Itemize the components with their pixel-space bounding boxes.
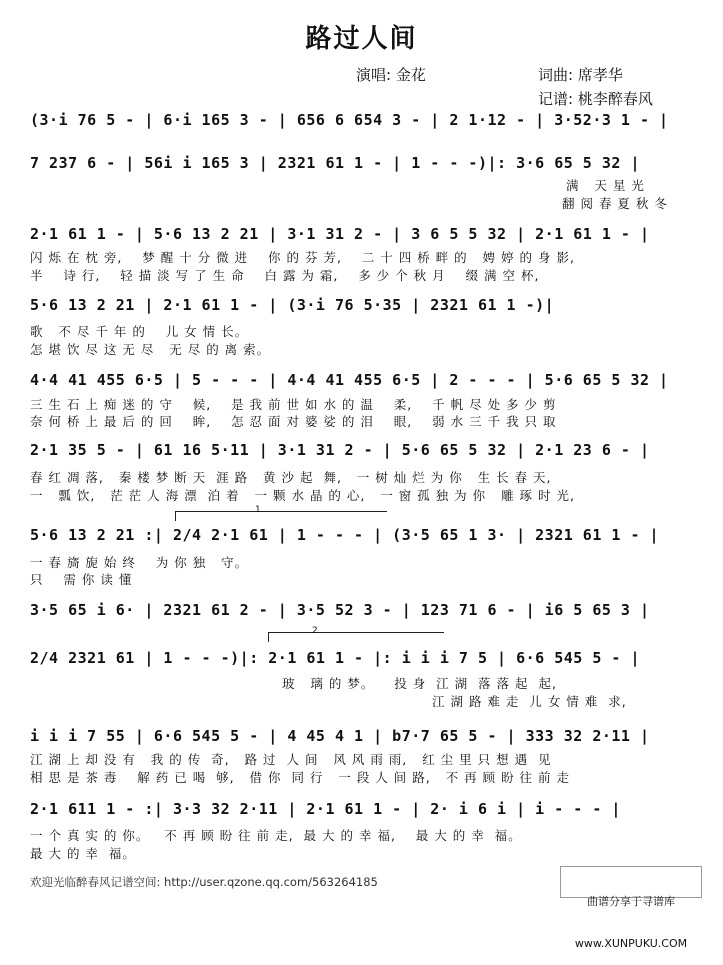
lyric-row-11-a: 一 个 真 实 的 你。 不 再 顾 盼 往 前 走, 最 大 的 幸 福, 最 大 的 幸 福。	[30, 828, 522, 843]
lyric-row-11-b: 最 大 的 幸 福。	[30, 846, 136, 861]
page-title: 路过人间	[305, 24, 418, 54]
notation-row-7: 5·6 13 2 21 :| 2/4 2·1 61 | 1 - - - | (3·5 65 1 3· | 2321 61 1 - |	[30, 526, 660, 544]
lyric-row-10-a: 江 湖 上 却 没 有 我 的 传 奇, 路 过 人 间 风 风 雨 雨, 红 尘 里 只 想 遇 见	[30, 752, 552, 767]
lyric-row-2-b: 翻 阅 春 夏 秋 冬	[562, 196, 668, 211]
lyric-row-4-b: 怎 堪 饮 尽 这 无 尽 无 尽 的 离 索。	[30, 342, 271, 357]
notation-row-4: 5·6 13 2 21 | 2·1 61 1 - | (3·i 76 5·35 | 2321 61 1 -)|	[30, 296, 555, 314]
lyric-row-7-b: 只 需 你 读 懂	[30, 572, 133, 587]
lyric-row-10-b: 相 思 是 茶 毒 解 药 已 喝 够, 借 你 同 行 一 段 人 间 路, 不 再 顾 盼 往 前 走	[30, 770, 570, 785]
lyric-row-4-a: 歌 不 尽 千 年 的 儿 女 情 长。	[30, 324, 249, 339]
notation-row-6: 2·1 35 5 - | 61 16 5·11 | 3·1 31 2 - | 5·6 65 5 32 | 2·1 23 6 - |	[30, 441, 650, 459]
lyric-row-3-b: 半 诗 行, 轻 描 淡 写 了 生 命 白 露 为 霜, 多 少 个 秋 月 缀 满 空 杯,	[30, 268, 540, 283]
first-ending-bracket	[175, 511, 387, 512]
notation-row-1: (3·i 76 5 - | 6·i 165 3 - | 656 6 654 3 - | 2 1·12 - | 3·52·3 1 - |	[30, 111, 669, 129]
lyric-row-7-a: 一 春 旖 旎 始 终 为 你 独 守。	[30, 555, 249, 570]
second-ending-bracket	[268, 632, 444, 633]
site-badge	[560, 866, 702, 950]
lyric-row-5-b: 奈 何 桥 上 最 后 的 回 眸, 怎 忍 面 对 婆 娑 的 泪 眼, 弱 水 三 千 我 只 取	[30, 414, 557, 429]
second-ending-number: 2	[312, 626, 318, 636]
site-badge-url: www.XUNPUKU.COM	[574, 937, 688, 950]
second-ending-bracket-left	[268, 632, 269, 642]
singer-credit: 演唱: 金花	[356, 66, 426, 84]
first-ending-bracket-left	[175, 511, 176, 521]
lyric-row-5-a: 三 生 石 上 痴 迷 的 守 候, 是 我 前 世 如 水 的 温 柔, 千 帆 尽 处 多 少 剪	[30, 397, 557, 412]
lyric-row-9-a: 玻 璃 的 梦。 投 身 江 湖 落 落 起 起,	[282, 676, 557, 691]
notation-row-2: 7 237 6 - | 56i i 165 3 | 2321 61 1 - | 1 - - -)|: 3·6 65 5 32 |	[30, 154, 640, 172]
composer-credit: 词曲: 席孝华	[538, 66, 623, 84]
notation-row-8: 3·5 65 i 6· | 2321 61 2 - | 3·5 52 3 - | 123 71 6 - | i6 5 65 3 |	[30, 601, 650, 619]
lyric-row-3-a: 闪 烁 在 枕 旁, 梦 醒 十 分 微 进 你 的 芬 芳, 二 十 四 桥 畔 的 娉 婷 的 身 影,	[30, 250, 575, 265]
lyric-row-9-b: 江 湖 路 难 走 儿 女 情 难 求,	[432, 694, 627, 709]
first-ending-number: 1	[255, 505, 261, 515]
notation-row-10: i i i 7 55 | 6·6 545 5 - | 4 45 4 1 | b7·7 65 5 - | 333 32 2·11 |	[30, 727, 650, 745]
lyric-row-6-b: 一 瓢 饮, 茫 茫 人 海 漂 泊 着 一 颗 水 晶 的 心, 一 窗 孤 独 为 你 雕 琢 时 光,	[30, 488, 575, 503]
lyric-row-6-a: 春 红 凋 落, 秦 楼 梦 断 天 涯 路 黄 沙 起 舞, 一 树 灿 烂 为 你 生 长 春 天,	[30, 470, 552, 485]
transcriber-credit: 记谱: 桃李醉春风	[538, 90, 653, 108]
site-badge-title: 曲谱分享于寻谱库	[587, 895, 675, 908]
footer-credit: 欢迎光临醉春风记谱空间: http://user.qzone.qq.com/563264185	[30, 875, 378, 889]
notation-row-11: 2·1 611 1 - :| 3·3 32 2·11 | 2·1 61 1 - | 2· i 6 i | i - - - |	[30, 800, 621, 818]
notation-row-3: 2·1 61 1 - | 5·6 13 2 21 | 3·1 31 2 - | 3 6 5 5 32 | 2·1 61 1 - |	[30, 225, 650, 243]
lyric-row-2-a: 满 天 星 光	[566, 178, 645, 193]
notation-row-5: 4·4 41 455 6·5 | 5 - - - | 4·4 41 455 6·5 | 2 - - - | 5·6 65 5 32 |	[30, 371, 669, 389]
notation-row-9: 2/4 2321 61 | 1 - - -)|: 2·1 61 1 - |: i i i 7 5 | 6·6 545 5 - |	[30, 649, 640, 667]
